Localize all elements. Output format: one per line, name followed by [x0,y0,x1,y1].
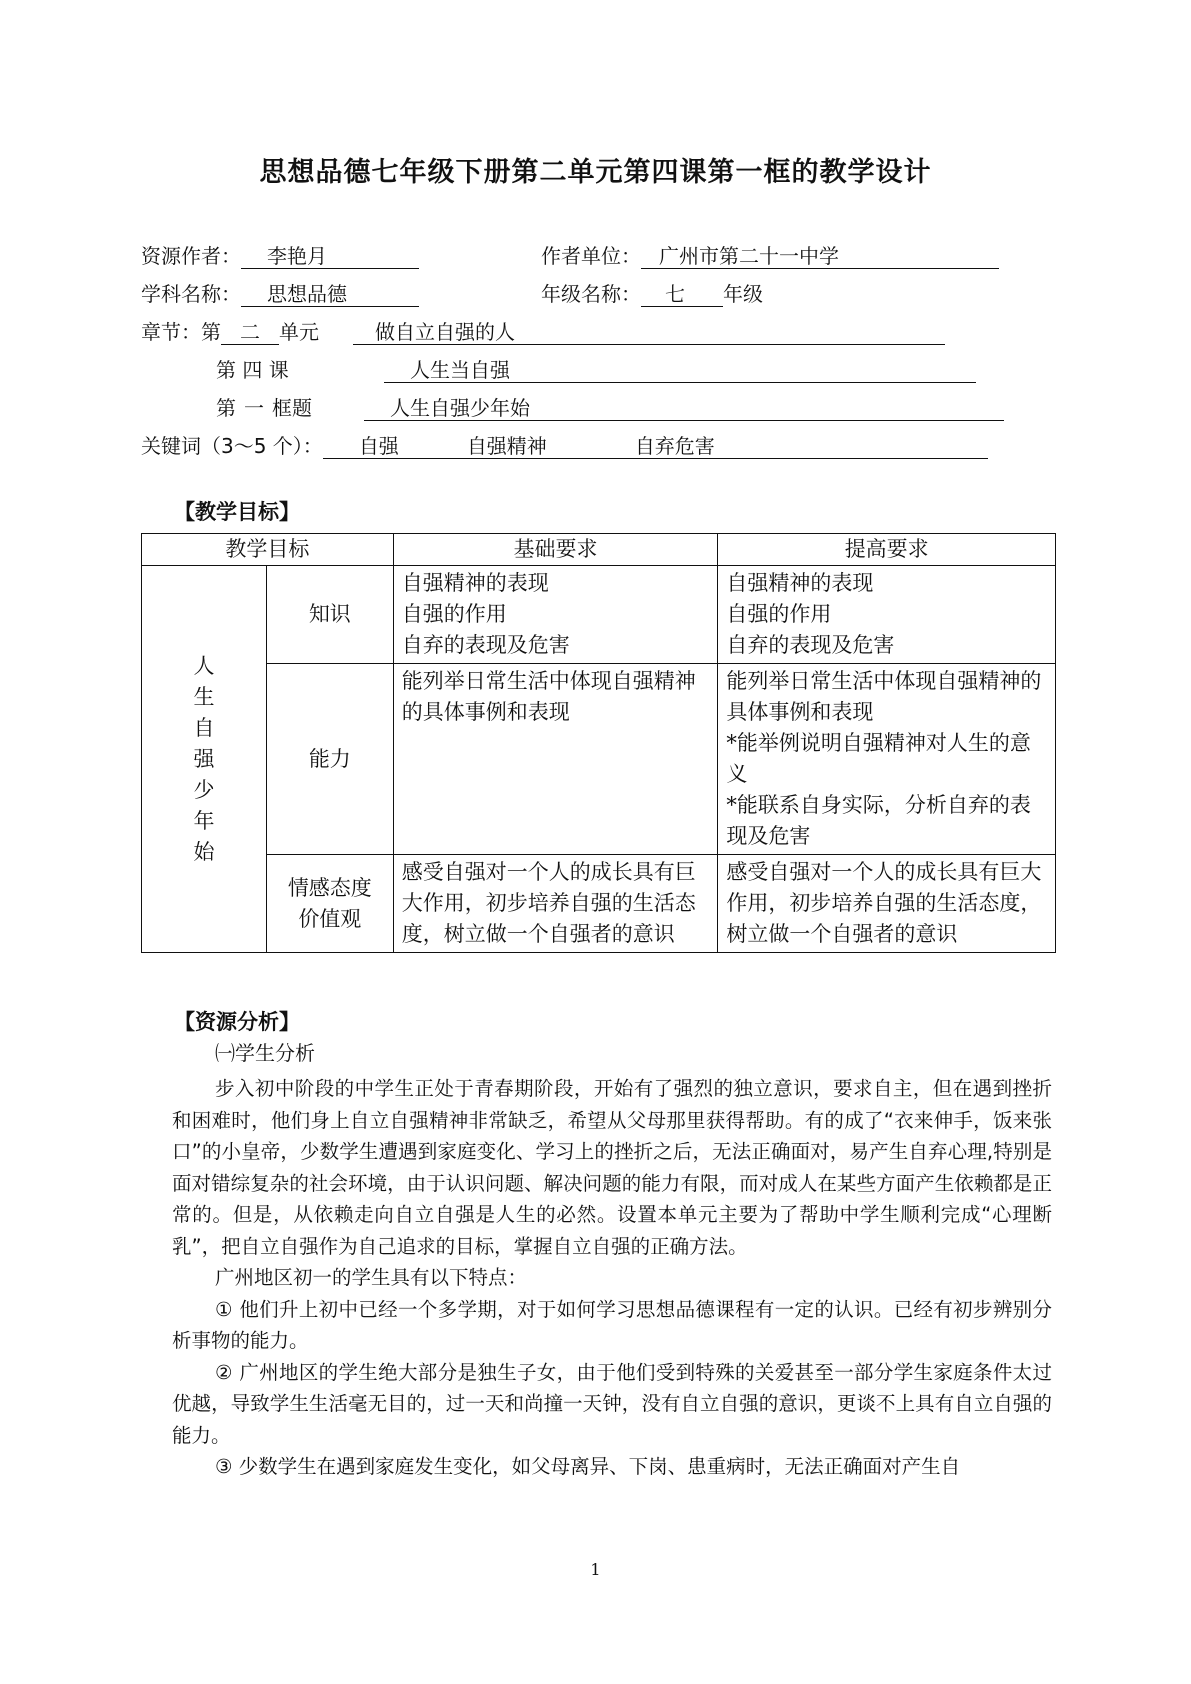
basic-cell-ability [393,664,718,855]
analysis-body [172,1073,1052,1483]
keywords-label: 关键词（3～5 个）： [141,434,323,458]
teaching-goals-table [141,533,1056,953]
chapter-row [141,316,945,345]
cell-line: 感受自强对一个人的成长具有巨大作用，初步培养自强的生活态度，树立做一个自强者的意识 [726,860,1042,946]
table-header-row [142,534,1056,566]
keyword: 自弃危害 [634,434,715,458]
subject-label: 学科名称： [141,282,241,306]
lesson-row [216,354,976,383]
advanced-cell-knowledge [718,566,1056,664]
grade-value: 七 [641,282,723,307]
author-label: 资源作者： [141,244,241,268]
paragraph: ③ 少数学生在遇到家庭发生变化，如父母离异、下岗、患重病时，无法正确面对产生自 [215,1455,961,1478]
basic-cell-attitude [393,855,718,953]
cell-line: 自强精神的表现 [401,571,549,595]
paragraph: 步入初中阶段的中学生正处于青春期阶段，开始有了强烈的独立意识，要求自主，但在遇到挫折和困难时，他们身上自立自强精神非常缺乏，希望从父母那里获得帮助。有的成了“衣来伸手，饭来张口”的小皇帝，少数学生遭遇到家庭变化、学习上的挫折之后，无法正确面对，易产生自弃心理,特别是面对错综复杂的社会环境，由于认识问题、解决问题的能力有限，而对成人在某些方面产生依赖都是正常的。但是，从依赖走向自立自强是人生的必然。设置本单元主要为了帮助中学生顺利完成“心理断乳”，把自立自强作为自己追求的目标，掌握自立自强的正确方法。 [172,1077,1052,1258]
header-basic: 基础要求 [393,534,718,566]
topic-char: 人 [193,653,215,678]
subject-value: 思想品德 [241,282,419,307]
topic-char: 生 [193,684,215,709]
table-row [142,566,1056,664]
table-row [142,855,1056,953]
cell-line: 感受自强对一个人的成长具有巨大作用，初步培养自强的生活态度，树立做一个自强者的意识 [401,860,696,946]
header-advanced: 提高要求 [718,534,1056,566]
keywords-row [141,430,988,459]
student-analysis-heading: ㈠学生分析 [215,1041,315,1065]
author-unit-row [541,240,999,269]
keywords-line [323,434,988,459]
topic-char: 自 [193,715,215,740]
cell-line: 能列举日常生活中体现自强精神的具体事例和表现 [401,669,696,724]
topic-char: 强 [193,746,215,771]
author-unit-value: 广州市第二十一中学 [641,244,999,269]
table-row [142,664,1056,855]
topic-cell [142,566,267,953]
advanced-cell-ability [718,664,1056,855]
chapter-label: 章节：第 [141,320,221,344]
chapter-number: 二 [221,320,279,345]
cell-line: 自弃的表现及危害 [726,633,895,657]
keyword: 自强 [358,434,399,458]
grade-row [541,278,763,307]
lesson-label: 第 四 课 [216,358,289,382]
frame-title: 人生自强少年始 [364,396,1004,421]
paragraph: ② 广州地区的学生绝大部分是独生子女，由于他们受到特殊的关爱甚至一部分学生家庭条件太过优越，导致学生生活毫无目的，过一天和尚撞一天钟，没有自立自强的意识，更谈不上具有自立自强的能力。 [172,1360,1052,1447]
cell-line: 自强的作用 [401,602,507,626]
frame-number: 一 [244,396,264,420]
paragraph: 广州地区初一的学生具有以下特点： [215,1266,528,1289]
lesson-title: 人生当自强 [384,358,976,383]
chapter-unit-label: 单元 [279,320,319,344]
goals-section-heading: 【教学目标】 [174,500,300,524]
subject-row [141,278,419,307]
keyword: 自强精神 [466,434,547,458]
topic-vertical-text [193,651,215,868]
basic-cell-knowledge [393,566,718,664]
cell-line: *能举例说明自强精神对人生的意义 [726,731,1031,786]
paragraph: ① 他们升上初中已经一个多学期，对于如何学习思想品德课程有一定的认识。已经有初步辨别分析事物的能力。 [172,1297,1052,1352]
topic-char: 少 [193,777,215,802]
row-label-ability: 能力 [266,664,393,855]
author-row [141,240,419,269]
header-goals: 教学目标 [142,534,394,566]
cell-line: 自弃的表现及危害 [401,633,570,657]
cell-line: 自强的作用 [726,602,832,626]
cell-line: *能联系自身实际，分析自弃的表现及危害 [726,793,1031,848]
frame-prefix: 第 [216,396,236,420]
topic-char: 年 [193,808,215,833]
advanced-cell-attitude [718,855,1056,953]
author-unit-label: 作者单位： [541,244,641,268]
row-label-attitude: 情感态度 价值观 [266,855,393,953]
grade-label: 年级名称： [541,282,641,306]
resource-section-heading: 【资源分析】 [174,1010,300,1034]
topic-char: 始 [193,839,215,864]
page-number: 1 [590,1560,601,1579]
grade-suffix: 年级 [723,282,763,306]
frame-row [216,392,1004,421]
frame-label: 框题 [272,396,312,420]
chapter-title: 做自立自强的人 [353,320,945,345]
author-value: 李艳月 [241,244,419,269]
cell-line: 自强精神的表现 [726,571,874,595]
document-title: 思想品德七年级下册第二单元第四课第一框的教学设计 [259,157,932,188]
cell-line: 能列举日常生活中体现自强精神的具体事例和表现 [726,669,1042,724]
row-label-knowledge: 知识 [266,566,393,664]
